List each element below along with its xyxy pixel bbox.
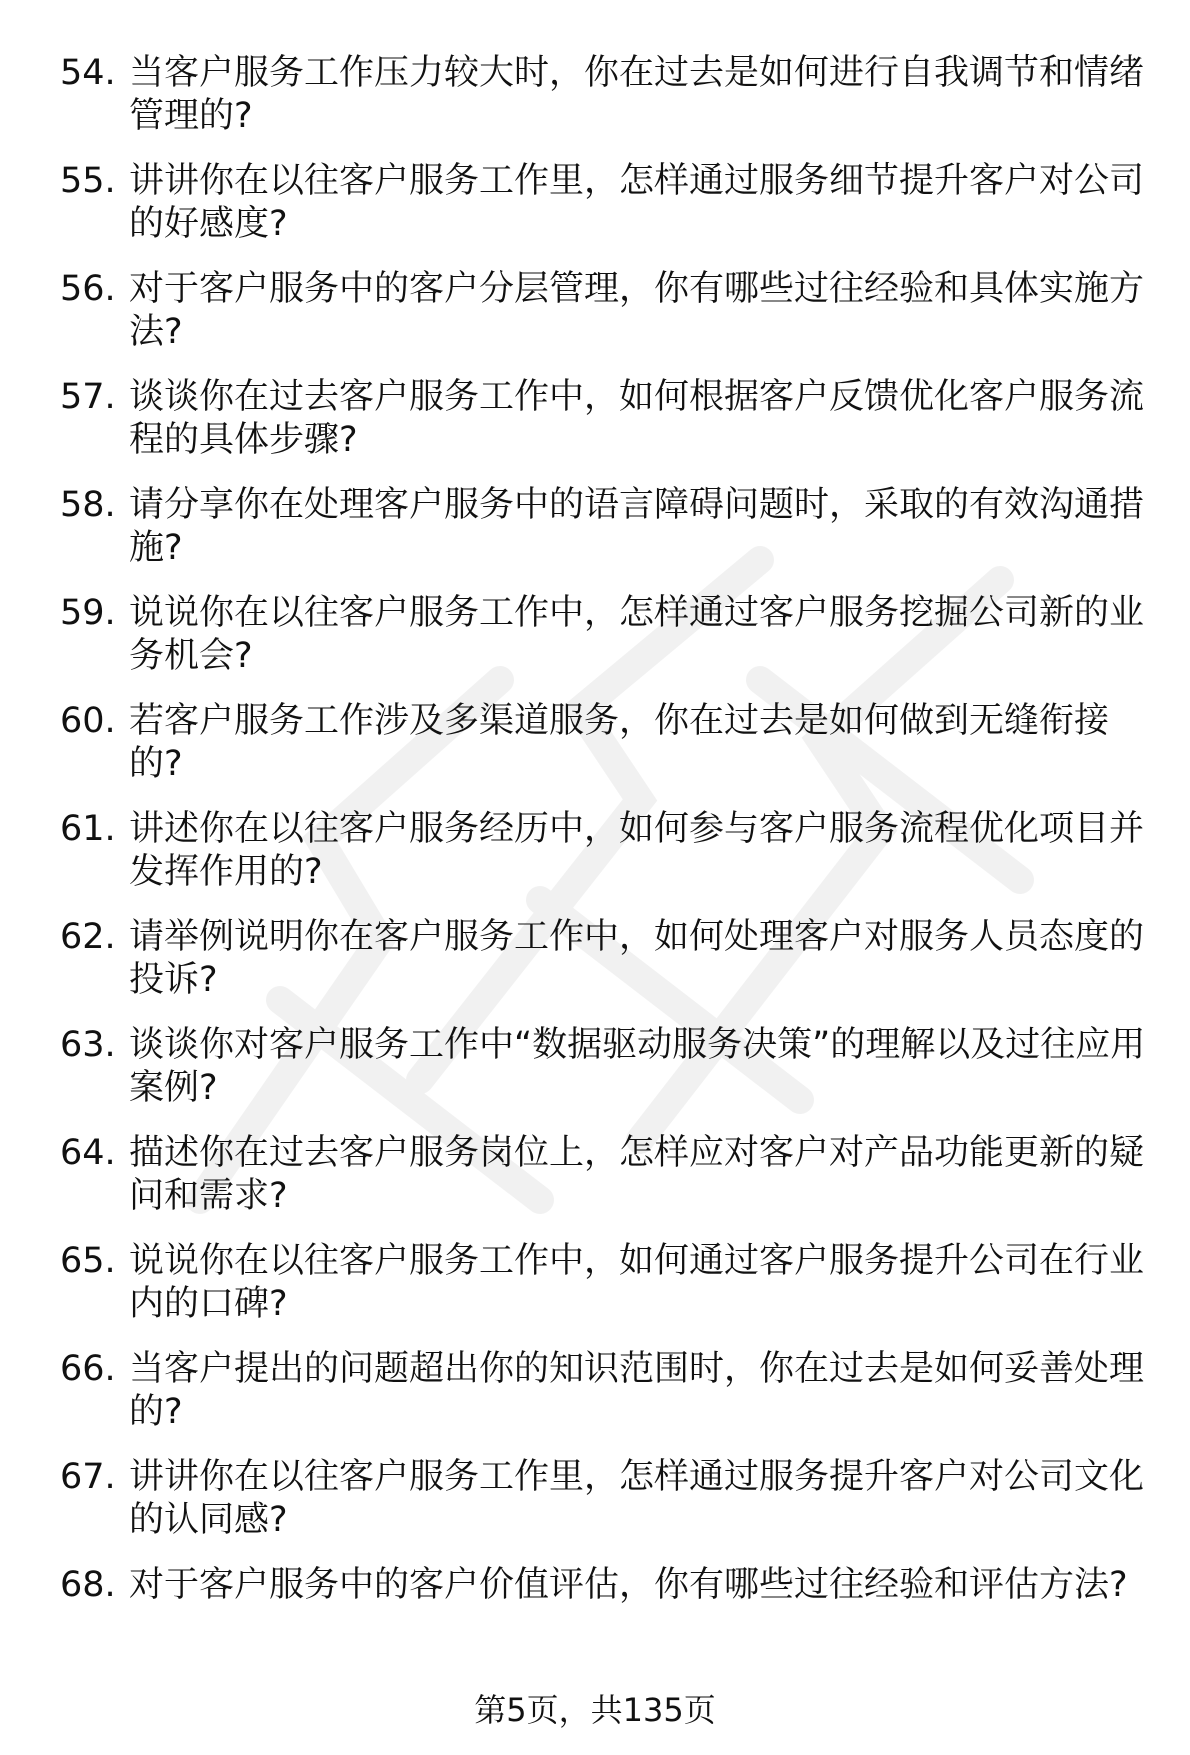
question-number: 57. xyxy=(60,377,116,417)
question-number: 68. xyxy=(60,1565,116,1605)
question-text: 说说你在以往客户服务工作中，如何通过客户服务提升公司在行业内的口碑? xyxy=(129,1241,1145,1324)
question-list xyxy=(60,52,1150,1672)
list-item xyxy=(60,1564,1150,1672)
question-number: 64. xyxy=(60,1133,116,1173)
question-number: 56. xyxy=(60,269,116,309)
question-number: 60. xyxy=(60,701,116,741)
list-item xyxy=(60,52,1150,160)
question-text: 当客户提出的问题超出你的知识范围时，你在过去是如何妥善处理的? xyxy=(129,1349,1145,1432)
list-item xyxy=(60,1240,1150,1348)
question-text: 当客户服务工作压力较大时，你在过去是如何进行自我调节和情绪管理的? xyxy=(129,53,1145,136)
list-item xyxy=(60,484,1150,592)
list-item xyxy=(60,1456,1150,1564)
question-number: 62. xyxy=(60,917,116,957)
question-text: 讲讲你在以往客户服务工作里，怎样通过服务提升客户对公司文化的认同感? xyxy=(129,1457,1145,1540)
question-text: 讲述你在以往客户服务经历中，如何参与客户服务流程优化项目并发挥作用的? xyxy=(129,809,1145,892)
list-item xyxy=(60,916,1150,1024)
page-footer xyxy=(0,1690,1190,1730)
list-item xyxy=(60,808,1150,916)
question-text: 请举例说明你在客户服务工作中，如何处理客户对服务人员态度的投诉? xyxy=(129,917,1145,1000)
list-item xyxy=(60,160,1150,268)
question-number: 55. xyxy=(60,161,116,201)
question-number: 59. xyxy=(60,593,116,633)
question-text: 对于客户服务中的客户分层管理，你有哪些过往经验和具体实施方法? xyxy=(129,269,1145,352)
list-item xyxy=(60,268,1150,376)
question-number: 54. xyxy=(60,53,116,93)
question-text: 请分享你在处理客户服务中的语言障碍问题时，采取的有效沟通措施? xyxy=(129,485,1145,568)
question-number: 66. xyxy=(60,1349,116,1389)
list-item xyxy=(60,700,1150,808)
question-text: 讲讲你在以往客户服务工作里，怎样通过服务细节提升客户对公司的好感度? xyxy=(129,161,1145,244)
list-item xyxy=(60,1132,1150,1240)
question-number: 63. xyxy=(60,1025,116,1065)
question-text: 对于客户服务中的客户价值评估，你有哪些过往经验和评估方法? xyxy=(129,1565,1128,1605)
list-item xyxy=(60,376,1150,484)
list-item xyxy=(60,592,1150,700)
question-text: 若客户服务工作涉及多渠道服务，你在过去是如何做到无缝衔接的? xyxy=(129,701,1110,784)
question-text: 谈谈你在过去客户服务工作中，如何根据客户反馈优化客户服务流程的具体步骤? xyxy=(129,377,1145,460)
question-number: 58. xyxy=(60,485,116,525)
page-number-label: 第5页，共135页 xyxy=(474,1691,716,1729)
list-item xyxy=(60,1024,1150,1132)
question-number: 65. xyxy=(60,1241,116,1281)
question-text: 描述你在过去客户服务岗位上，怎样应对客户对产品功能更新的疑问和需求? xyxy=(129,1133,1145,1216)
question-text: 谈谈你对客户服务工作中“数据驱动服务决策”的理解以及过往应用案例? xyxy=(129,1025,1146,1108)
question-text: 说说你在以往客户服务工作中，怎样通过客户服务挖掘公司新的业务机会? xyxy=(129,593,1145,676)
question-number: 61. xyxy=(60,809,116,849)
list-item xyxy=(60,1348,1150,1456)
question-number: 67. xyxy=(60,1457,116,1497)
